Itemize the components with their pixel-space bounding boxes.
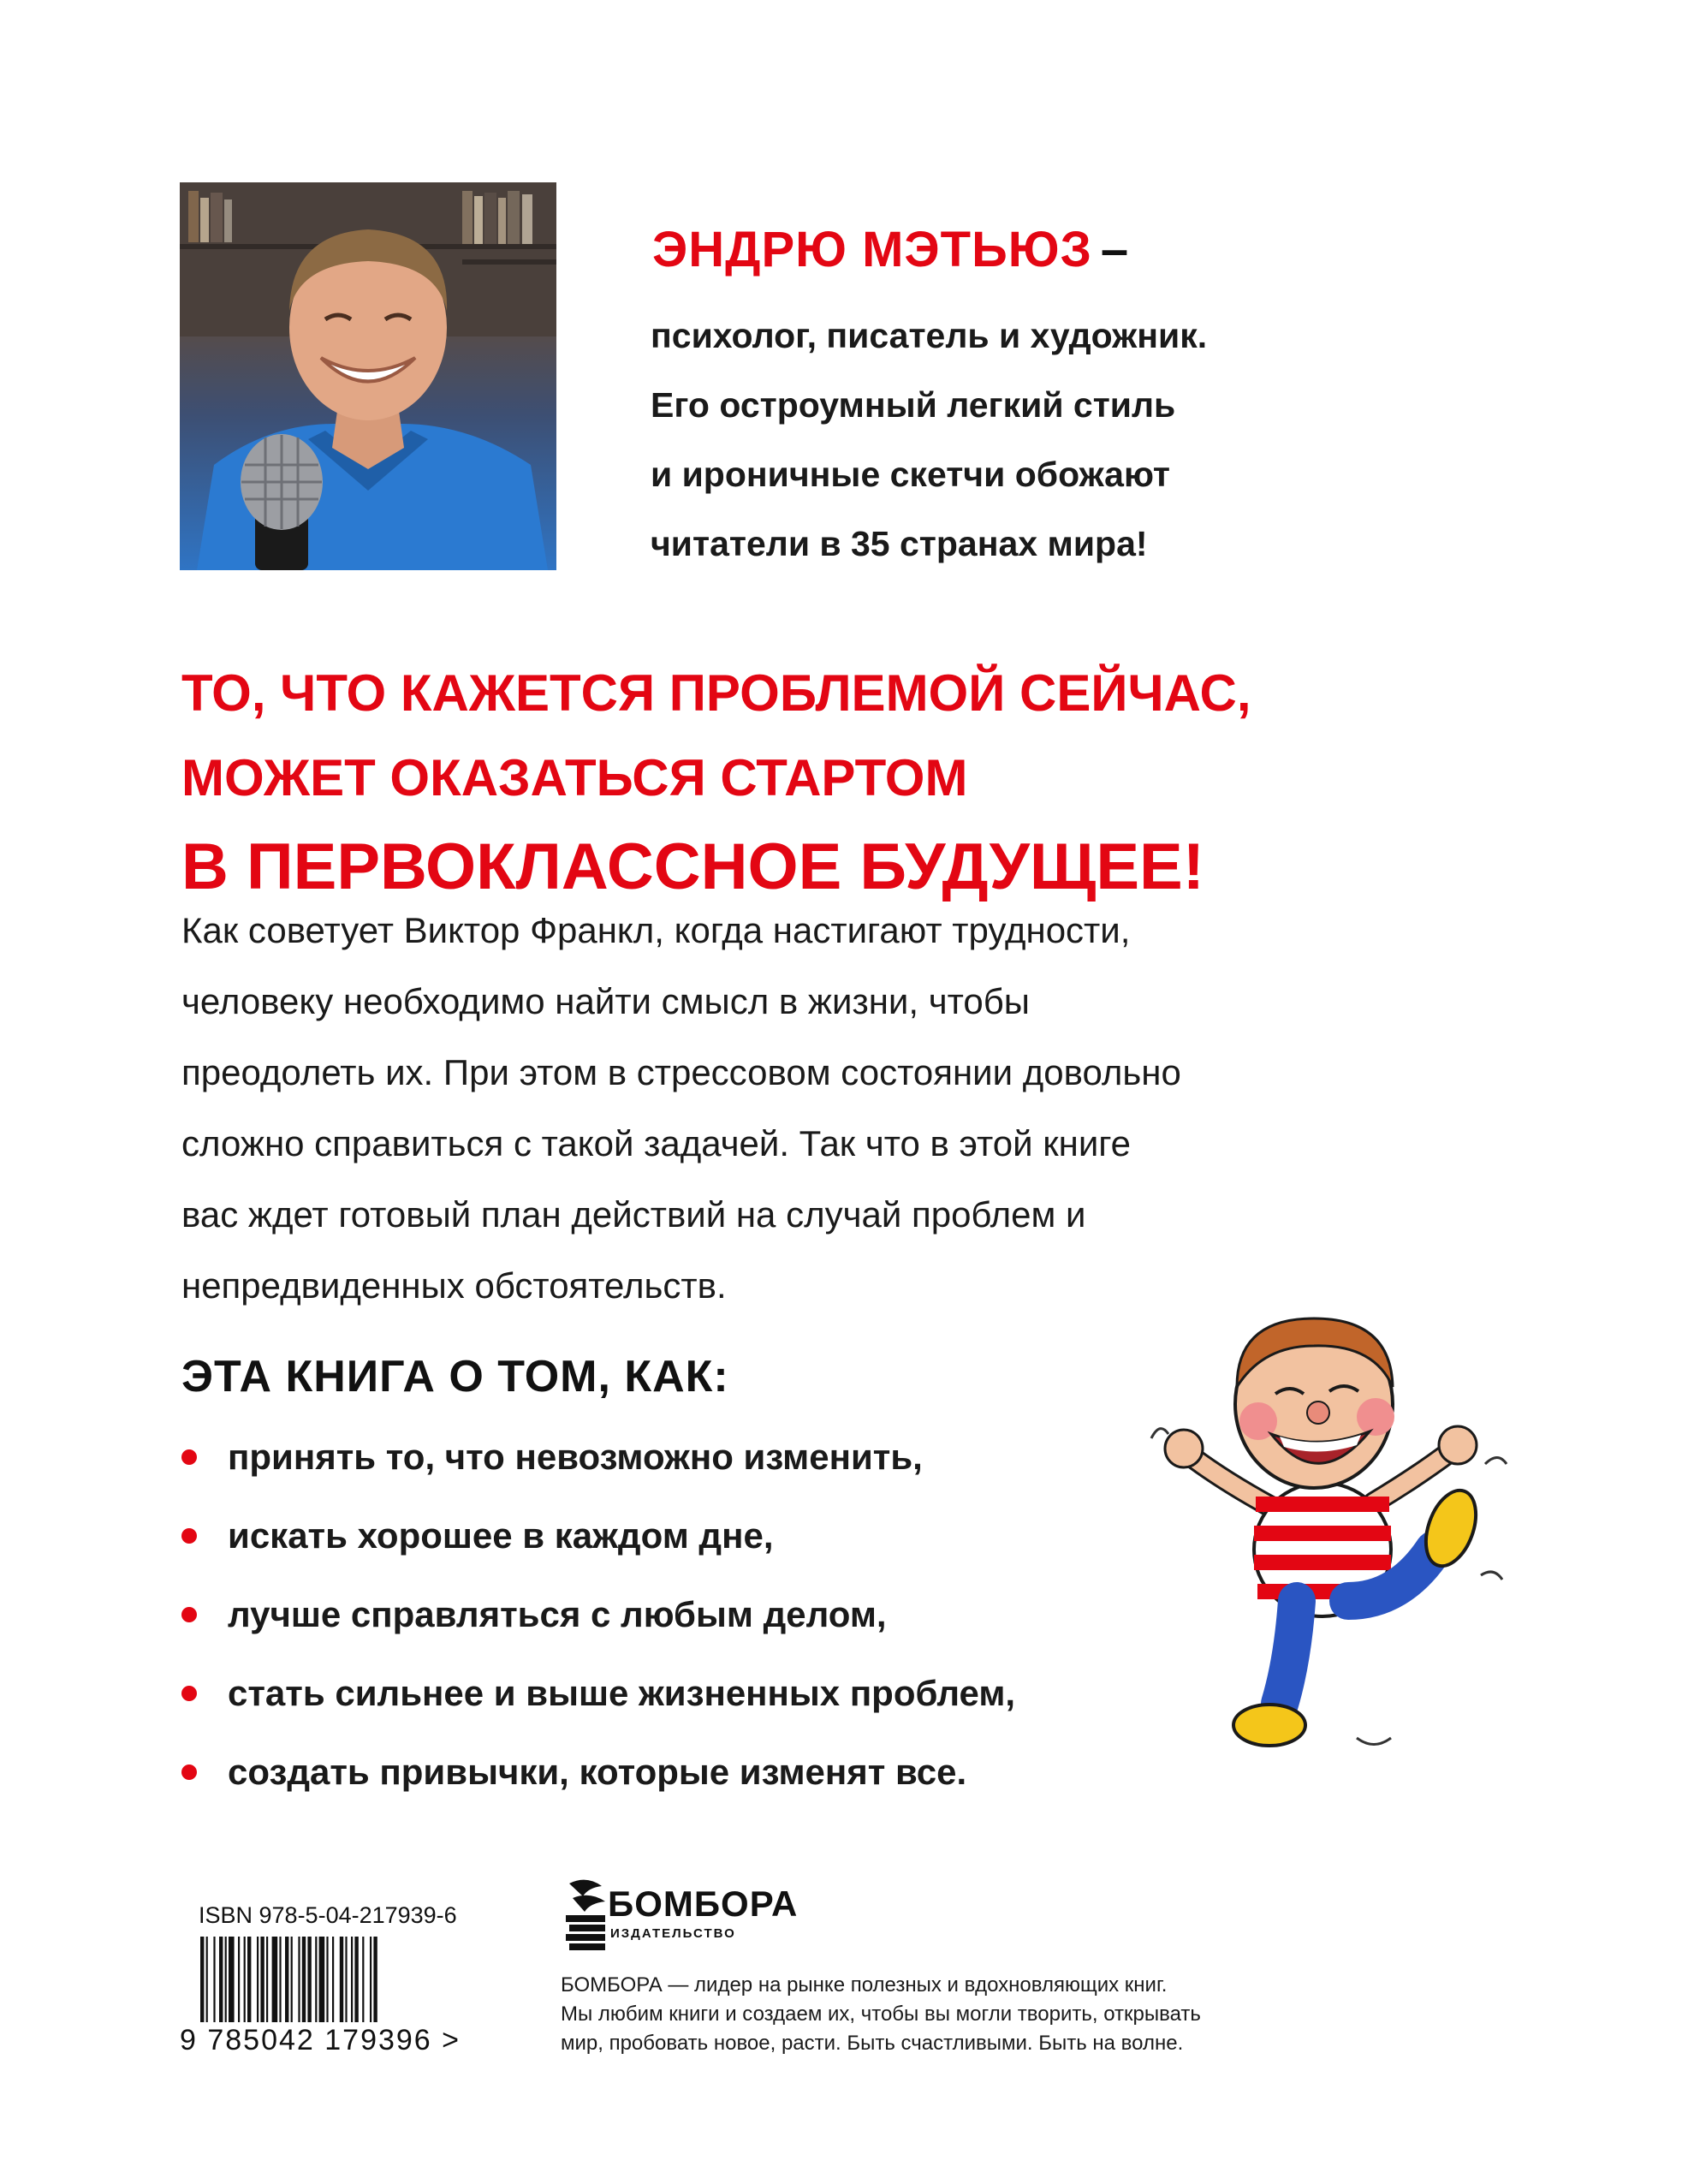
barcode-bar <box>307 1937 311 2022</box>
barcode-bar <box>238 1937 240 2022</box>
list-item <box>181 1497 1015 1575</box>
list-item <box>181 1654 1015 1733</box>
publisher-blurb-line: мир, пробовать новое, расти. Быть счастливыми. Быть на волне. <box>561 2032 1184 2055</box>
author-name <box>652 221 1129 278</box>
barcode-bar <box>260 1937 264 2022</box>
publisher-blurb <box>561 1971 1245 2058</box>
barcode-bar <box>332 1937 334 2022</box>
barcode-bar <box>326 1937 328 2022</box>
barcode-bar <box>225 1937 227 2022</box>
jumping-boy-cartoon <box>1143 1293 1519 1772</box>
author-bio-line: Его остроумный легкий стиль <box>651 385 1176 425</box>
list-item-text: стать сильнее и выше жизненных проблем, <box>228 1673 1016 1713</box>
description-line: человеку необходимо найти смысл в жизни, чтобы <box>181 981 1030 1021</box>
barcode-bar <box>206 1937 208 2022</box>
barcode-bar <box>354 1937 358 2022</box>
red-dot-bullet-icon <box>181 1607 197 1622</box>
description-line: непредвиденных обстоятельств. <box>181 1265 727 1306</box>
red-dot-bullet-icon <box>181 1449 197 1465</box>
list-item <box>181 1733 1015 1812</box>
description-line: преодолеть их. При этом в стрессовом состоянии довольно <box>181 1052 1181 1092</box>
barcode-bar <box>266 1937 268 2022</box>
author-bio <box>651 301 1301 579</box>
barcode-bar <box>315 1937 317 2022</box>
barcode-bar <box>285 1937 288 2022</box>
barcode-bar <box>298 1937 300 2022</box>
barcode-bar <box>279 1937 281 2022</box>
list-item <box>181 1418 1015 1497</box>
headline-line-3: В ПЕРВОКЛАССНОЕ БУДУЩЕЕ! <box>181 830 1205 903</box>
headline <box>181 651 1517 914</box>
barcode-bar <box>345 1937 347 2022</box>
author-photo <box>180 182 556 570</box>
barcode-bar <box>219 1937 223 2022</box>
barcode-bar <box>213 1937 215 2022</box>
author-name-text: ЭНДРЮ МЭТЬЮЗ <box>652 222 1092 277</box>
publisher-name: БОМБОРА <box>608 1883 799 1924</box>
barcode-bar <box>200 1937 204 2022</box>
publisher-blurb-line: БОМБОРА — лидер на рынке полезных и вдохновляющих книг. <box>561 1973 1168 1997</box>
barcode-bar <box>302 1937 306 2022</box>
description-line: вас ждет готовый план действий на случай проблем и <box>181 1194 1086 1235</box>
list-item-text: принять то, что невозможно изменить, <box>228 1437 923 1477</box>
list-item <box>181 1575 1015 1654</box>
author-bio-line: психолог, писатель и художник. <box>651 316 1208 355</box>
headline-line-1: ТО, ЧТО КАЖЕТСЯ ПРОБЛЕМОЙ СЕЙЧАС, <box>181 664 1251 722</box>
barcode-bar <box>319 1937 325 2022</box>
barcode-bar <box>244 1937 246 2022</box>
list-item-text: лучше справляться с любым делом, <box>228 1594 887 1634</box>
isbn-number: ISBN 978-5-04-217939-6 <box>199 1902 457 1928</box>
barcode-bar <box>257 1937 259 2022</box>
barcode-bar <box>340 1937 343 2022</box>
author-bio-line: читатели в 35 странах мира! <box>651 524 1148 563</box>
barcode-bar <box>351 1937 353 2022</box>
list-item-text: искать хорошее в каждом дне, <box>228 1515 774 1556</box>
barcode-bar <box>291 1937 293 2022</box>
description-line: сложно справиться с такой задачей. Так что в этой книге <box>181 1123 1132 1163</box>
barcode-bar <box>373 1937 377 2022</box>
barcode-bar <box>229 1937 235 2022</box>
publisher-subtitle: ИЗДАТЕЛЬСТВО <box>610 1926 736 1941</box>
barcode-digits: 9 785042 179396 > <box>180 2024 461 2056</box>
description-line: Как советует Виктор Франкл, когда настигают трудности, <box>181 910 1131 950</box>
author-bio-line: и ироничные скетчи обожают <box>651 455 1171 494</box>
list-item-text: создать привычки, которые изменят все. <box>228 1752 967 1792</box>
author-name-dash: – <box>1100 222 1130 277</box>
barcode-bar <box>272 1937 278 2022</box>
book-description <box>181 895 1483 1321</box>
topics-list <box>181 1418 1015 1812</box>
red-dot-bullet-icon <box>181 1764 197 1780</box>
red-dot-bullet-icon <box>181 1686 197 1701</box>
barcode <box>197 1937 471 2022</box>
red-dot-bullet-icon <box>181 1528 197 1544</box>
barcode-bar <box>362 1937 364 2022</box>
topics-heading: ЭТА КНИГА О ТОМ, КАК: <box>181 1352 729 1401</box>
headline-line-2: МОЖЕТ ОКАЗАТЬСЯ СТАРТОМ <box>181 749 968 806</box>
barcode-bar <box>370 1937 371 2022</box>
publisher-blurb-line: Мы любим книги и создаем их, чтобы вы могли творить, открывать <box>561 2002 1201 2026</box>
barcode-bar <box>247 1937 251 2022</box>
